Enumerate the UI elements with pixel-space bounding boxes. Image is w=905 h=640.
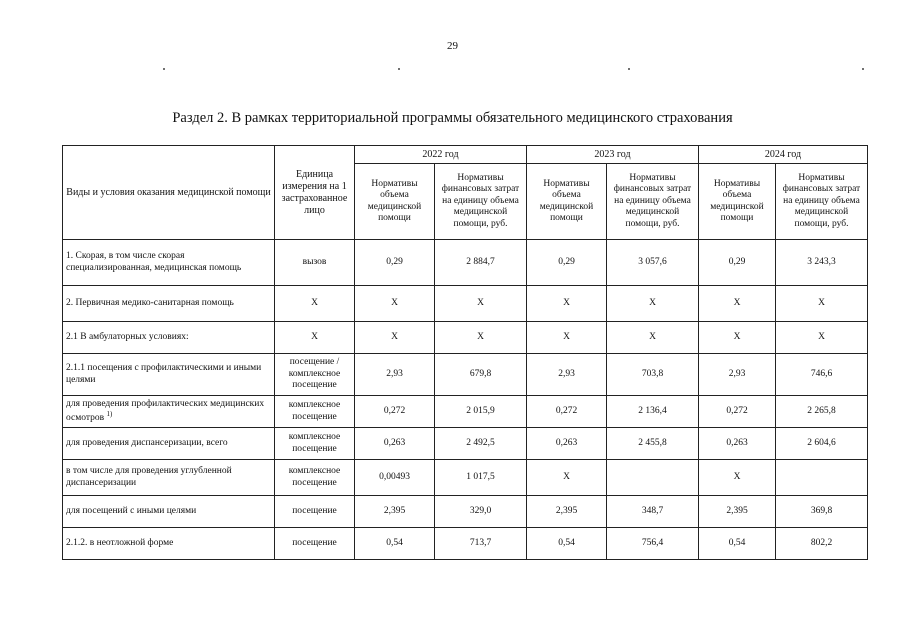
cell-c2022: Х: [435, 322, 527, 354]
cell-c2024: 369,8: [776, 496, 868, 528]
cell-v2022: 0,54: [355, 528, 435, 560]
row-unit: Х: [275, 286, 355, 322]
cell-v2022: Х: [355, 322, 435, 354]
row-unit: Х: [275, 322, 355, 354]
row-unit: посещение: [275, 528, 355, 560]
cell-v2022: 2,93: [355, 354, 435, 396]
row-name-text: 1. Скорая, в том числе скорая специализированная, медицинская помощь: [66, 251, 242, 273]
cell-c2023: 756,4: [607, 528, 699, 560]
cell-v2023: 0,263: [527, 428, 607, 460]
cell-c2024: Х: [776, 322, 868, 354]
cell-v2022: 2,395: [355, 496, 435, 528]
scan-dot: [628, 68, 630, 70]
cell-v2024: 2,395: [699, 496, 776, 528]
cell-v2022: 0,263: [355, 428, 435, 460]
table-row: [63, 396, 868, 428]
header-types: Виды и условия оказания медицинской помощи: [63, 146, 275, 240]
cell-c2022: 1 017,5: [435, 460, 527, 496]
header-year-2023: 2023 год: [527, 146, 699, 164]
cell-v2024: 0,263: [699, 428, 776, 460]
row-name-text: в том числе для проведения углубленной диспансеризации: [66, 466, 232, 488]
row-name: [63, 354, 275, 396]
header-cost-2022: Нормативы финансовых затрат на единицу объема медицинской помощи, руб.: [435, 164, 527, 240]
cell-v2022: 0,00493: [355, 460, 435, 496]
row-unit: вызов: [275, 240, 355, 286]
row-name: [63, 460, 275, 496]
cell-v2022: Х: [355, 286, 435, 322]
table-row: [63, 286, 868, 322]
cell-v2023: 0,29: [527, 240, 607, 286]
cell-v2024: 0,29: [699, 240, 776, 286]
cell-v2024: 0,54: [699, 528, 776, 560]
cell-v2023: Х: [527, 460, 607, 496]
cell-c2022: Х: [435, 286, 527, 322]
row-name: [63, 396, 275, 428]
section-title: Раздел 2. В рамках территориальной программы обязательного медицинского страхования: [172, 110, 733, 126]
cell-v2023: 2,395: [527, 496, 607, 528]
row-name: [63, 496, 275, 528]
cell-c2024: 2 604,6: [776, 428, 868, 460]
cell-c2022: 2 884,7: [435, 240, 527, 286]
table-row: [63, 428, 868, 460]
cell-v2023: 0,54: [527, 528, 607, 560]
cell-c2023: [607, 460, 699, 496]
cell-c2023: 2 455,8: [607, 428, 699, 460]
row-name: [63, 528, 275, 560]
cell-v2022: 0,29: [355, 240, 435, 286]
header-unit: Единица измерения на 1 застрахованное лицо: [275, 146, 355, 240]
cell-c2023: 348,7: [607, 496, 699, 528]
cell-c2022: 713,7: [435, 528, 527, 560]
header-cost-2024: Нормативы финансовых затрат на единицу объема медицинской помощи, руб.: [776, 164, 868, 240]
header-volume-2023: Нормативы объема медицинской помощи: [527, 164, 607, 240]
cell-c2022: 329,0: [435, 496, 527, 528]
row-name-text: 2.1.1 посещения с профилактическими и иными целями: [66, 363, 262, 385]
scan-dot: [163, 68, 165, 70]
page-number: 29: [447, 40, 458, 52]
row-name-text: 2.1.2. в неотложной форме: [66, 537, 174, 548]
row-name: [63, 322, 275, 354]
cell-v2023: Х: [527, 286, 607, 322]
cell-v2024: Х: [699, 322, 776, 354]
cell-v2024: Х: [699, 460, 776, 496]
table-row: [63, 460, 868, 496]
row-name-text: для проведения профилактических медицинских осмотров: [66, 398, 265, 424]
cell-v2024: 2,93: [699, 354, 776, 396]
cell-c2023: 3 057,6: [607, 240, 699, 286]
cell-v2023: 0,272: [527, 396, 607, 428]
header-year-2024: 2024 год: [699, 146, 868, 164]
header-cost-2023: Нормативы финансовых затрат на единицу объема медицинской помощи, руб.: [607, 164, 699, 240]
cell-c2024: 2 265,8: [776, 396, 868, 428]
cell-v2022: 0,272: [355, 396, 435, 428]
row-name-text: для проведения диспансеризации, всего: [66, 437, 228, 448]
cell-v2024: 0,272: [699, 396, 776, 428]
cell-c2024: [776, 460, 868, 496]
cell-c2022: 679,8: [435, 354, 527, 396]
header-volume-2024: Нормативы объема медицинской помощи: [699, 164, 776, 240]
row-unit: посещение: [275, 496, 355, 528]
cell-c2023: Х: [607, 286, 699, 322]
scan-dot: [862, 68, 864, 70]
row-unit: посещение / комплексное посещение: [275, 354, 355, 396]
row-name-text: 2.1 В амбулаторных условиях:: [66, 331, 189, 342]
row-name-text: для посещений с иными целями: [66, 505, 197, 516]
header-volume-2022: Нормативы объема медицинской помощи: [355, 164, 435, 240]
row-unit: комплексное посещение: [275, 396, 355, 428]
cell-c2023: 2 136,4: [607, 396, 699, 428]
header-year-2022: 2022 год: [355, 146, 527, 164]
table-row: [63, 354, 868, 396]
row-unit: комплексное посещение: [275, 428, 355, 460]
row-name-text: 2. Первичная медико-санитарная помощь: [66, 297, 234, 308]
row-name: [63, 428, 275, 460]
cell-c2024: Х: [776, 286, 868, 322]
row-unit: комплексное посещение: [275, 460, 355, 496]
cell-v2023: 2,93: [527, 354, 607, 396]
cell-v2023: Х: [527, 322, 607, 354]
cell-c2023: 703,8: [607, 354, 699, 396]
cell-c2023: Х: [607, 322, 699, 354]
table-row: [63, 240, 868, 286]
norms-table: [62, 145, 868, 560]
table-row: [63, 528, 868, 560]
scan-dot: [398, 68, 400, 70]
table-row: [63, 496, 868, 528]
cell-c2024: 746,6: [776, 354, 868, 396]
table-row: [63, 322, 868, 354]
cell-c2022: 2 492,5: [435, 428, 527, 460]
footnote-marker: 1): [106, 409, 113, 418]
cell-v2024: Х: [699, 286, 776, 322]
cell-c2024: 802,2: [776, 528, 868, 560]
row-name: [63, 240, 275, 286]
row-name: [63, 286, 275, 322]
cell-c2022: 2 015,9: [435, 396, 527, 428]
cell-c2024: 3 243,3: [776, 240, 868, 286]
